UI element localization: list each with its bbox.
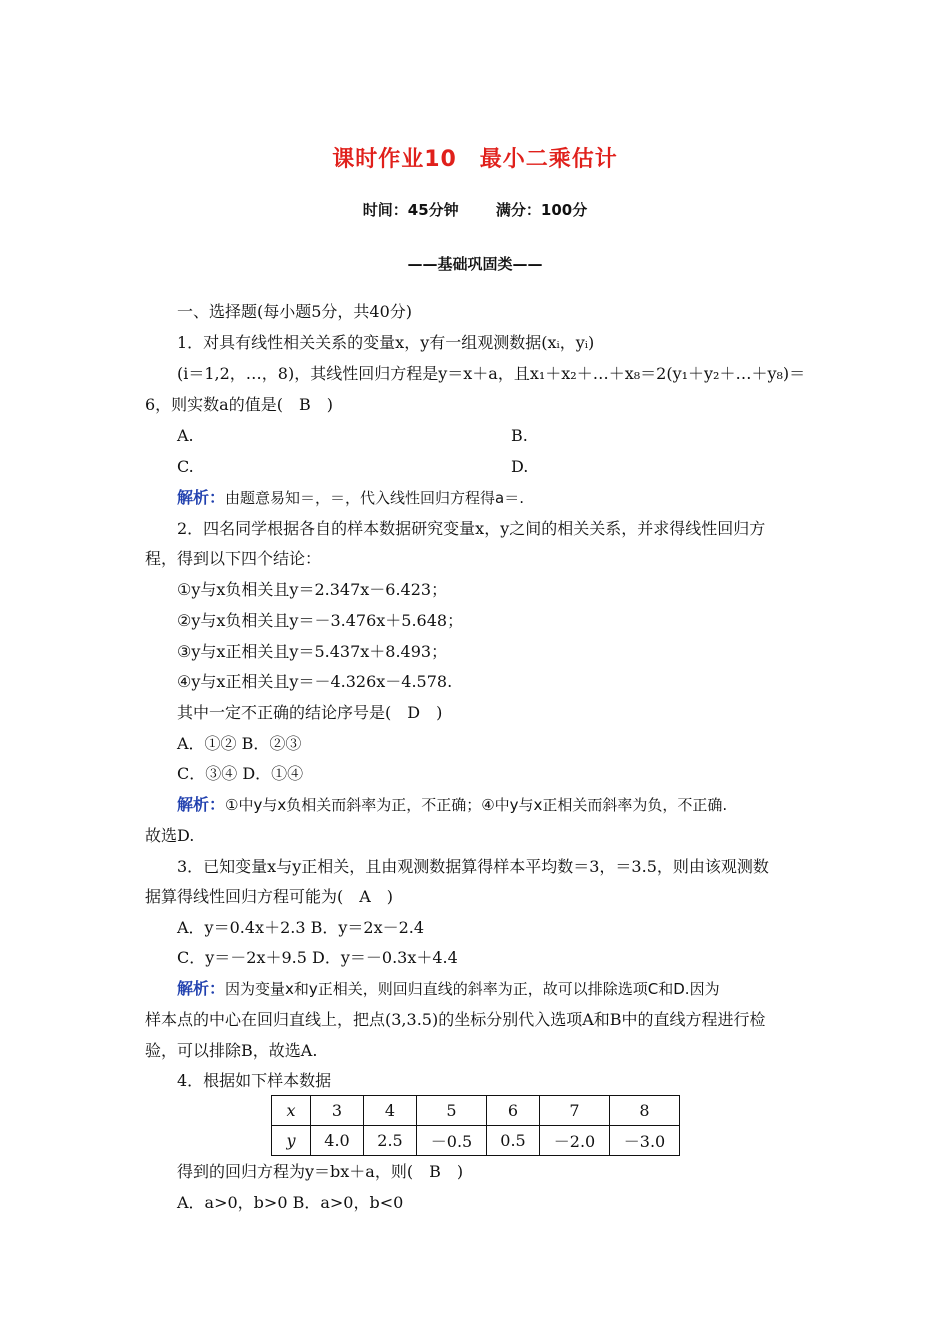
part-heading: 一、选择题(每小题5分，共40分) bbox=[177, 302, 413, 321]
q3-solution-cont1: 样本点的中心在回归直线上，把点(3,3.5)的坐标分别代入选项A和B中的直线方程进行检 bbox=[145, 1010, 766, 1029]
table-cell: －3.0 bbox=[610, 1126, 680, 1156]
table-cell: 7 bbox=[540, 1096, 610, 1126]
q2-options-ab: A．①② B．②③ bbox=[177, 734, 302, 753]
q4-options-ab: A．a>0，b>0 B．a>0，b<0 bbox=[177, 1193, 404, 1212]
q1-option-b: B. bbox=[511, 426, 528, 445]
q2-conclusion-4: ④y与x正相关且y＝－4.326x－4.578. bbox=[177, 672, 453, 691]
table-cell: x bbox=[272, 1096, 311, 1126]
solution-label: 解析： bbox=[177, 979, 226, 998]
q1-option-c: C. bbox=[177, 457, 194, 476]
table-cell: 5 bbox=[417, 1096, 487, 1126]
table-row bbox=[272, 1126, 680, 1156]
q2-line1: 2．四名同学根据各自的样本数据研究变量x，y之间的相关关系，并求得线性回归方 bbox=[177, 519, 766, 538]
table-cell: 0.5 bbox=[487, 1126, 540, 1156]
q2-conclusion-2: ②y与x负相关且y＝－3.476x＋5.648； bbox=[177, 611, 464, 630]
q3-line2: 据算得线性回归方程可能为( A ) bbox=[145, 887, 394, 906]
q1-line1: 1．对具有线性相关关系的变量x，y有一组观测数据(xᵢ，yᵢ) bbox=[177, 333, 595, 352]
q1-line2: (i＝1,2，…，8)，其线性回归方程是y＝x＋a，且x₁＋x₂＋…＋x₈＝2(y₁＋y₂＋…＋y₈)＝ bbox=[177, 364, 806, 383]
q1-line3: 6，则实数a的值是( B ) bbox=[145, 395, 333, 414]
q3-solution bbox=[177, 979, 720, 999]
time-limit: 时间：45分钟 bbox=[362, 201, 459, 219]
q2-conclusion-1: ①y与x负相关且y＝2.347x－6.423； bbox=[177, 580, 448, 599]
q4-line2: 得到的回归方程为y＝bx＋a，则( B ) bbox=[177, 1162, 464, 1181]
q4-line1: 4．根据如下样本数据 bbox=[177, 1071, 332, 1090]
q2-line2: 程，得到以下四个结论： bbox=[145, 549, 322, 568]
solution-text: ①中y与x负相关而斜率为正，不正确；④中y与x正相关而斜率为负，不正确. bbox=[225, 796, 728, 814]
table-cell: 6 bbox=[487, 1096, 540, 1126]
q2-conclusion-3: ③y与x正相关且y＝5.437x＋8.493； bbox=[177, 642, 448, 661]
q1-option-a: A. bbox=[177, 426, 194, 445]
full-score: 满分：100分 bbox=[495, 201, 588, 219]
table-cell: －2.0 bbox=[540, 1126, 610, 1156]
table-cell: y bbox=[272, 1126, 311, 1156]
page-title: 课时作业10 最小二乘估计 bbox=[332, 147, 618, 172]
table-cell: 4.0 bbox=[311, 1126, 364, 1156]
q3-options-ab: A．y＝0.4x＋2.3 B．y＝2x－2.4 bbox=[177, 918, 425, 937]
table-row bbox=[272, 1096, 680, 1126]
table-cell: 3 bbox=[311, 1096, 364, 1126]
q2-question: 其中一定不正确的结论序号是( D ) bbox=[177, 703, 443, 722]
q1-option-d: D. bbox=[511, 457, 529, 476]
sample-data-table bbox=[271, 1095, 680, 1156]
table-cell: －0.5 bbox=[417, 1126, 487, 1156]
q2-solution-cont: 故选D. bbox=[145, 826, 195, 845]
section-heading: ——基础巩固类—— bbox=[407, 255, 543, 273]
table-cell: 2.5 bbox=[364, 1126, 417, 1156]
solution-text: 由题意易知＝，＝，代入线性回归方程得a＝. bbox=[225, 489, 524, 507]
q3-solution-cont2: 验，可以排除B，故选A. bbox=[145, 1041, 318, 1060]
solution-label: 解析： bbox=[177, 795, 226, 814]
q2-solution bbox=[177, 795, 727, 815]
solution-label: 解析： bbox=[177, 488, 226, 507]
q2-options-cd: C．③④ D．①④ bbox=[177, 764, 304, 783]
q3-options-cd: C．y＝－2x＋9.5 D．y＝－0.3x＋4.4 bbox=[177, 948, 458, 967]
table-cell: 4 bbox=[364, 1096, 417, 1126]
q3-line1: 3．已知变量x与y正相关，且由观测数据算得样本平均数＝3，＝3.5，则由该观测数 bbox=[177, 857, 769, 876]
solution-text: 因为变量x和y正相关，则回归直线的斜率为正，故可以排除选项C和D.因为 bbox=[225, 980, 720, 998]
q1-solution bbox=[177, 488, 524, 508]
exam-meta bbox=[0, 199, 950, 220]
table-cell: 8 bbox=[610, 1096, 680, 1126]
